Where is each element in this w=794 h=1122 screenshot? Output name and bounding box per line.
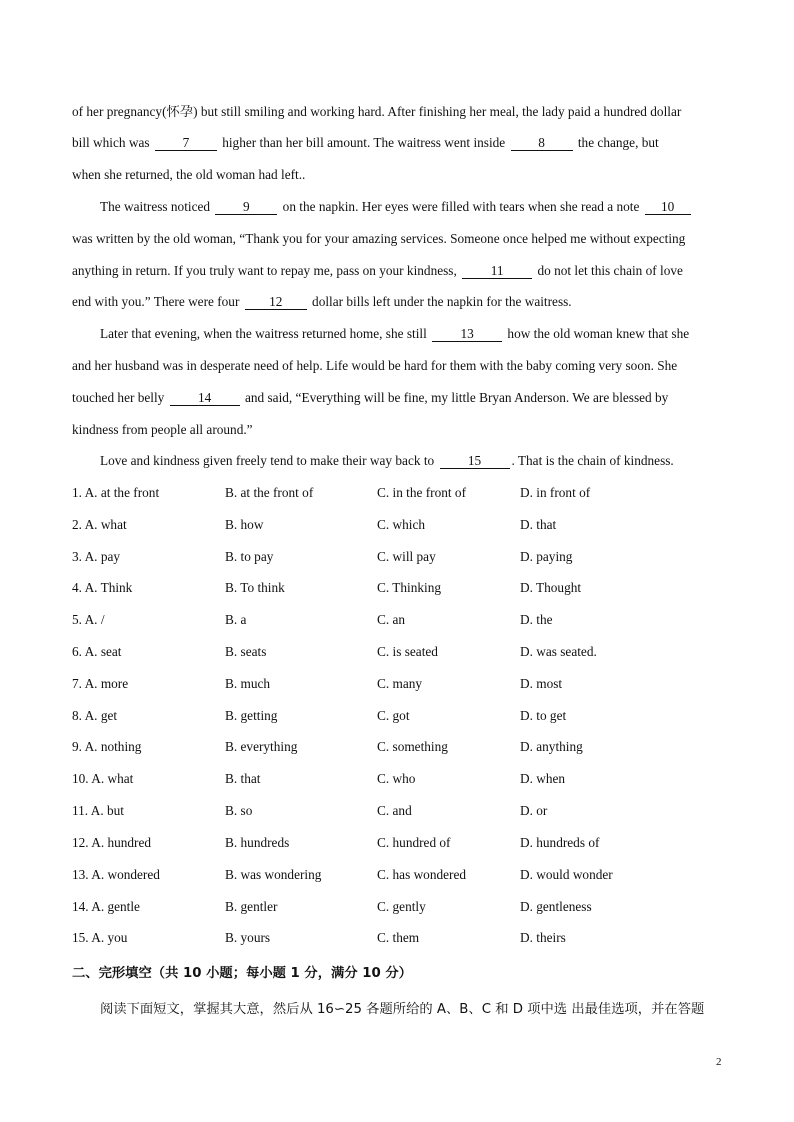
passage-line: Love and kindness given freely tend to make their way back to 15 . That is the chain of kindness. (100, 453, 674, 468)
option-c: C. got (377, 708, 410, 723)
option-a: 4. A. Think (72, 580, 133, 595)
option-row (0, 899, 794, 917)
passage-line: bill which was 7 higher than her bill amount. The waitress went inside 8 the change, but (72, 135, 659, 150)
passage-line: end with you.” There were four 12 dollar bills left under the napkin for the waitress. (72, 294, 572, 309)
option-row (0, 676, 794, 694)
option-row (0, 485, 794, 503)
option-d: D. to get (520, 708, 567, 723)
passage-line: kindness from people all around.” (72, 422, 253, 437)
passage-line: The waitress noticed 9 on the napkin. Her eyes were filled with tears when she read a note 10 (100, 199, 760, 215)
passage-line: and her husband was in desperate need of help. Life would be hard for them with the baby coming very soon. She (72, 358, 678, 373)
option-row (0, 612, 794, 630)
blank-11: 11 (462, 264, 532, 279)
passage-line: of her pregnancy(怀孕) but still smiling and working hard. After finishing her meal, the lady paid a hundred dollar (72, 104, 682, 119)
passage-line: touched her belly 14 and said, “Everything will be fine, my little Bryan Anderson. We are blessed by (72, 390, 669, 405)
option-row (0, 835, 794, 853)
option-d: D. anything (520, 739, 583, 754)
blank-10: 10 (645, 200, 691, 215)
option-c: C. is seated (377, 644, 438, 659)
blank-15: 15 (440, 454, 510, 469)
option-a: 10. A. what (72, 771, 134, 786)
option-row (0, 517, 794, 535)
passage-line: Later that evening, when the waitress returned home, she still 13 how the old woman knew that she (100, 326, 690, 341)
option-c: C. and (377, 803, 412, 818)
option-d: D. hundreds of (520, 835, 600, 850)
option-b: B. hundreds (225, 835, 290, 850)
option-d: D. paying (520, 549, 573, 564)
option-c: C. Thinking (377, 580, 442, 595)
option-row (0, 580, 794, 598)
option-c: C. many (377, 676, 423, 691)
passage-line: was written by the old woman, “Thank you for your amazing services. Someone once helped me without expecting (72, 231, 686, 246)
option-c: C. gently (377, 899, 426, 914)
option-d: D. would wonder (520, 867, 613, 882)
page-number: 2 (716, 1056, 722, 1068)
blank-14: 14 (170, 391, 240, 406)
passage-line: anything in return. If you truly want to repay me, pass on your kindness, 11 do not let this chain of love (72, 263, 683, 278)
option-row (0, 867, 794, 885)
option-a: 12. A. hundred (72, 835, 152, 850)
option-row (0, 549, 794, 567)
option-b: B. so (225, 803, 253, 818)
option-d: D. theirs (520, 930, 566, 945)
option-a: 8. A. get (72, 708, 118, 723)
option-d: D. or (520, 803, 548, 818)
option-c: C. will pay (377, 549, 436, 564)
blank-13: 13 (432, 327, 502, 342)
option-d: D. Thought (520, 580, 582, 595)
option-a: 7. A. more (72, 676, 129, 691)
option-a: 3. A. pay (72, 549, 121, 564)
passage-line: when she returned, the old woman had left.. (72, 167, 306, 182)
option-row (0, 930, 794, 948)
option-b: B. yours (225, 930, 271, 945)
option-d: D. in front of (520, 485, 591, 500)
option-b: B. was wondering (225, 867, 322, 882)
option-c: C. in the front of (377, 485, 467, 500)
blank-8: 8 (511, 136, 573, 151)
option-a: 5. A. / (72, 612, 105, 627)
option-b: B. at the front of (225, 485, 314, 500)
option-d: D. was seated. (520, 644, 597, 659)
option-d: D. the (520, 612, 553, 627)
blank-9: 9 (215, 200, 277, 215)
option-c: C. them (377, 930, 420, 945)
option-c: C. something (377, 739, 448, 754)
option-row (0, 803, 794, 821)
option-b: B. a (225, 612, 247, 627)
option-d: D. most (520, 676, 563, 691)
section-instruction: 阅读下面短文，掌握其大意，然后从 16∽25 各题所给的 A、B、C 和 D 项中选 出最佳选项，并在答题 (100, 1002, 705, 1017)
option-a: 6. A. seat (72, 644, 122, 659)
option-c: C. who (377, 771, 416, 786)
option-b: B. getting (225, 708, 278, 723)
option-row (0, 644, 794, 662)
option-b: B. how (225, 517, 264, 532)
option-b: B. everything (225, 739, 298, 754)
option-a: 1. A. at the front (72, 485, 160, 500)
option-a: 9. A. nothing (72, 739, 142, 754)
option-c: C. which (377, 517, 426, 532)
option-a: 13. A. wondered (72, 867, 160, 882)
option-a: 2. A. what (72, 517, 127, 532)
option-d: D. that (520, 517, 557, 532)
option-a: 15. A. you (72, 930, 128, 945)
option-b: B. To think (225, 580, 285, 595)
option-d: D. when (520, 771, 566, 786)
option-a: 11. A. but (72, 803, 124, 818)
option-c: C. hundred of (377, 835, 451, 850)
option-row (0, 771, 794, 789)
option-b: B. much (225, 676, 271, 691)
option-b: B. gentler (225, 899, 278, 914)
option-a: 14. A. gentle (72, 899, 140, 914)
option-d: D. gentleness (520, 899, 592, 914)
option-b: B. to pay (225, 549, 274, 564)
section-heading: 二、完形填空（共 10 小题；每小题 1 分，满分 10 分） (72, 966, 412, 981)
option-row (0, 708, 794, 726)
option-c: C. an (377, 612, 406, 627)
option-row (0, 739, 794, 757)
blank-12: 12 (245, 295, 307, 310)
option-c: C. has wondered (377, 867, 466, 882)
option-b: B. seats (225, 644, 267, 659)
option-b: B. that (225, 771, 261, 786)
blank-7: 7 (155, 136, 217, 151)
